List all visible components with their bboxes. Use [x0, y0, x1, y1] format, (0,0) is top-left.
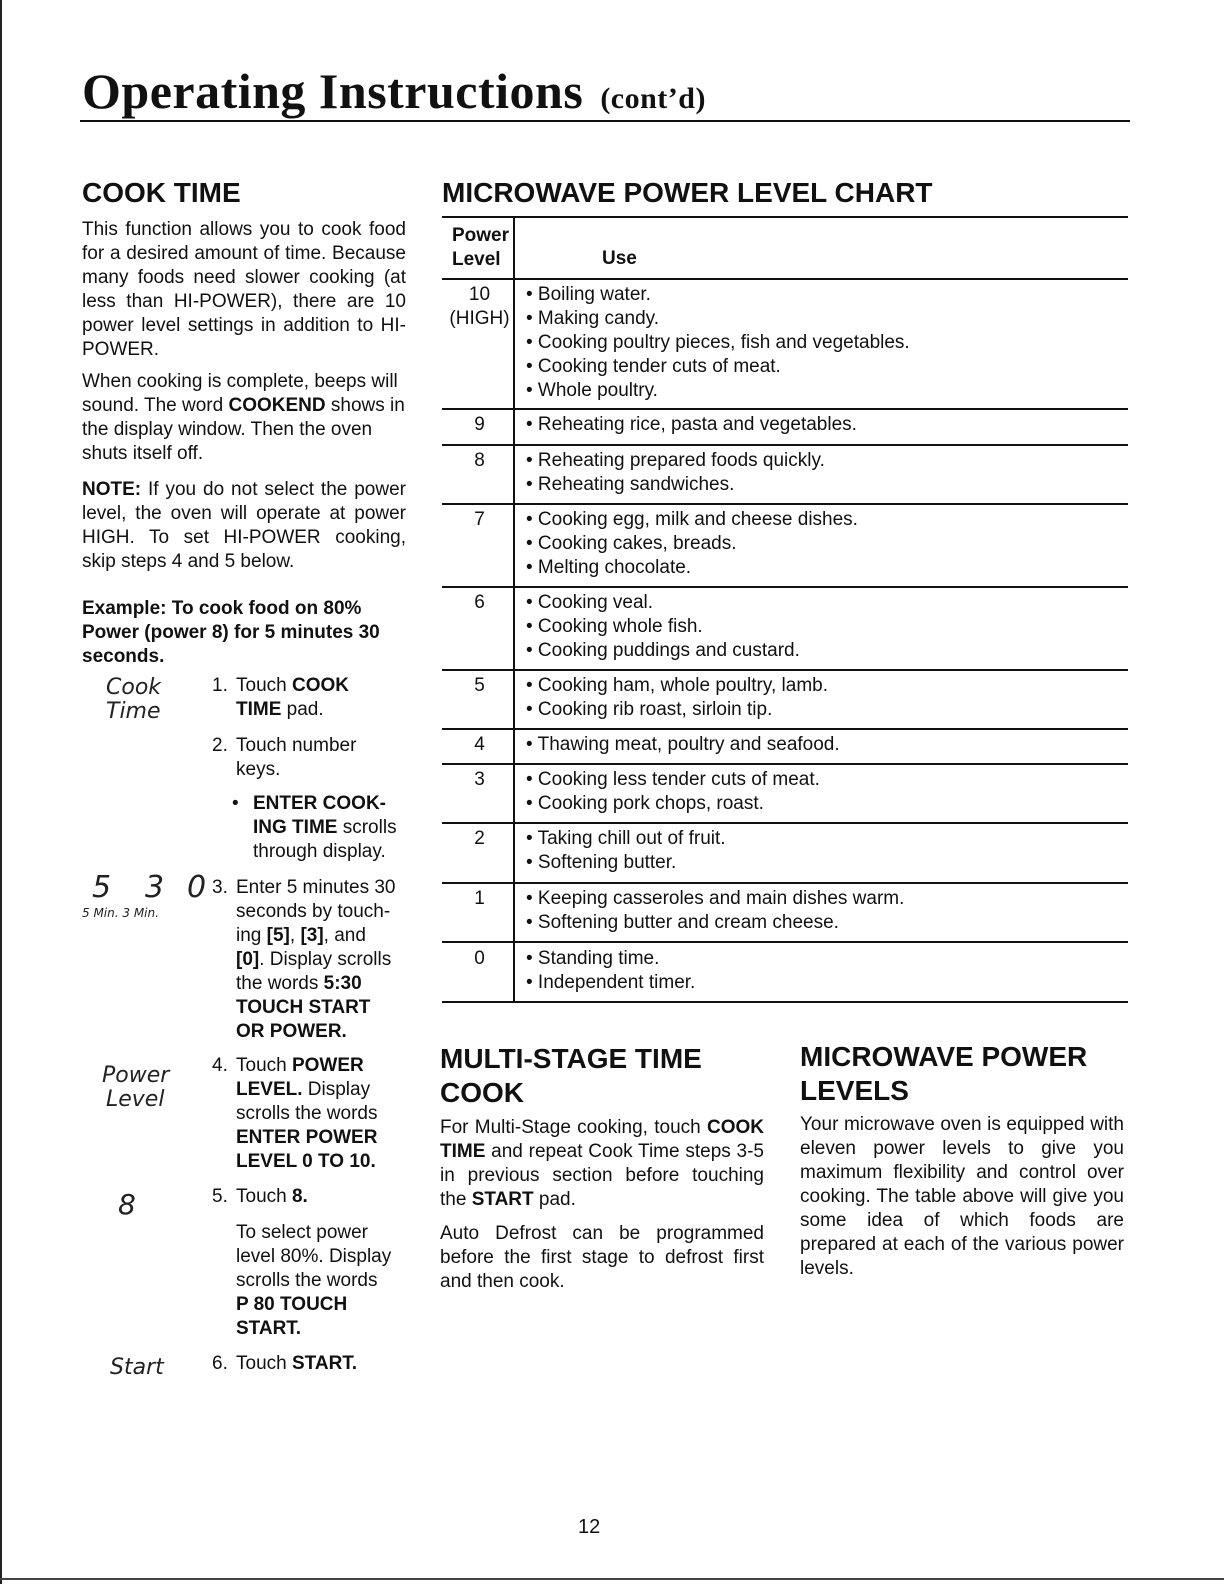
table-row-level: 5: [474, 675, 485, 696]
digit-5-pad: 5: [92, 870, 112, 905]
table-row-level: 3: [474, 769, 485, 790]
table-row-level: 10 (HIGH): [449, 284, 510, 329]
table-row-level: 4: [474, 734, 485, 755]
page-number: 12: [578, 1516, 601, 1538]
multi-stage-defrost-text: Auto Defrost can be programmed before the first stage to defrost first and then cook.: [440, 1223, 764, 1292]
power-levels-text: Your microwave oven is equipped with eleven power levels to give you maximum flexibility and control over cooking. The table above will give you some idea of which foods are prepared at each of the various power levels.: [800, 1114, 1124, 1279]
table-row-uses: • Standing time. • Independent timer.: [526, 948, 696, 993]
digit-0-pad: 0: [187, 870, 207, 905]
digit-3-pad: 3: [145, 870, 165, 905]
start-pad-label: Start: [110, 1355, 164, 1380]
table-header-level: Power Level: [452, 225, 510, 270]
cook-time-example: Example: To cook food on 80% Power (power 8) for 5 minutes 30 seconds.: [82, 598, 380, 667]
table-row-level: 6: [474, 592, 485, 613]
table-row-uses: • Cooking veal. • Cooking whole fish. • Cooking puddings and custard.: [526, 592, 800, 661]
table-row-uses: • Cooking ham, whole poultry, lamb. • Cooking rib roast, sirloin tip.: [526, 675, 828, 720]
digit-8-pad: 8: [118, 1188, 136, 1221]
table-row-uses: • Cooking less tender cuts of meat. • Cooking pork chops, roast.: [526, 769, 820, 814]
table-row-level: 9: [474, 414, 485, 435]
table-row-level: 7: [474, 509, 485, 530]
table-row-level: 8: [474, 450, 485, 471]
title-rule: [80, 120, 1130, 122]
cook-time-intro: This function allows you to cook food for a desired amount of time. Because many foods need slower cooking (at less than HI-POWER), there are 10 power level settings in addition to HI-POWER.: [82, 219, 406, 360]
multi-stage-heading: MULTI-STAGE TIME COOK: [440, 1043, 702, 1108]
table-row-level: 0: [474, 948, 485, 969]
power-levels-heading: MICROWAVE POWER LEVELS: [800, 1041, 1088, 1106]
power-level-pad-label: Power Level: [102, 1063, 170, 1112]
table-header-use: Use: [602, 248, 637, 269]
table-row-level: 1: [474, 888, 485, 909]
page-title-suffix: (cont’d): [600, 82, 706, 115]
page-title: Operating Instructions (cont’d): [82, 63, 706, 119]
cook-time-pad-label: Cook Time: [106, 675, 162, 724]
table-row-level: 2: [474, 828, 485, 849]
table-row-uses: • Taking chill out of fruit. • Softening butter.: [526, 828, 726, 873]
cook-time-heading: COOK TIME: [82, 177, 241, 208]
cook-time-complete: When cooking is complete, beeps will sound. The word COOKEND shows in the display window. Then the oven shuts itself off.: [82, 371, 405, 464]
table-row-uses: • Cooking egg, milk and cheese dishes. • Cooking cakes, breads. • Melting chocolate.: [526, 509, 858, 578]
table-row-uses: • Reheating rice, pasta and vegetables.: [526, 414, 857, 435]
cook-time-note: NOTE: If you do not select the power level, the oven will operate at power HIGH. To set HI-POWER cooking, skip steps 4 and 5 below.: [82, 479, 406, 572]
power-chart-heading: MICROWAVE POWER LEVEL CHART: [442, 177, 933, 208]
table-row-uses: • Reheating prepared foods quickly. • Reheating sandwiches.: [526, 450, 825, 495]
multi-stage-text: For Multi-Stage cooking, touch COOK TIME and repeat Cook Time steps 3-5 in previous section before touching the START pad.: [440, 1117, 764, 1210]
digit-caption: 5 Min. 3 Min.: [82, 906, 159, 920]
table-row-uses: • Thawing meat, poultry and seafood.: [526, 734, 840, 755]
table-row-uses: • Boiling water. • Making candy. • Cooking poultry pieces, fish and vegetables. • Cooking tender cuts of meat. • Whole poultry.: [526, 284, 910, 401]
table-row-uses: • Keeping casseroles and main dishes warm. • Softening butter and cream cheese.: [526, 888, 905, 933]
page-edge-left: [0, 0, 2, 1584]
page-edge-bottom: [0, 1578, 1224, 1580]
